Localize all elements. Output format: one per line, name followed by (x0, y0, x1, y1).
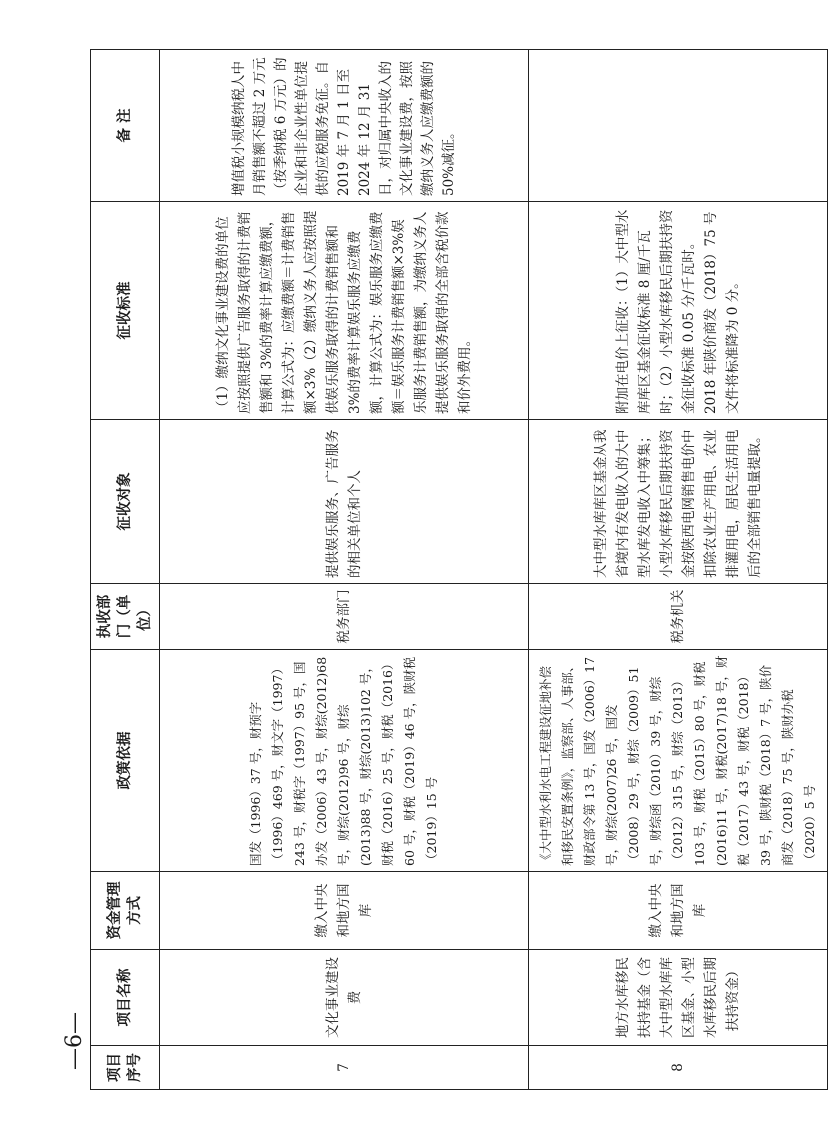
row-name: 地方水库移民扶持基金（含大中型水库库区基金、小型水库移民后期扶持资金） (529, 950, 828, 1046)
page-number (60, 1001, 90, 1081)
table-row (160, 50, 529, 1090)
row-seq: 8 (529, 1046, 828, 1090)
row-note: 增值税小规模纳税人中月销售额不超过 2 万元（按季纳税 6 万元）的企业和非企业性单位提供的应税服务免征。自 2019 年 7 月 1 日至 2024 年 12 月 31 日，对归属中央收入的文化事业建设费，按照缴纳义务人应缴费额的 50%减征。 (160, 50, 529, 202)
header-name: 项目名称 (91, 950, 160, 1046)
fee-table (90, 49, 828, 1090)
row-target: 提供娱乐服务、广告服务的相关单位和个人 (160, 420, 529, 584)
table-header-row (91, 50, 160, 1090)
row-standard: （1）缴纳文化事业建设费的单位应按照提供广告服务取得的计费销售额和 3%的费率计算应缴费额，计算公式为：应缴费额＝计费销售额×3%（2）缴纳义务人应按照提供娱乐服务取得的计费销售额和 3%的费率计算娱乐服务应缴费额，计算公式为：娱乐服务应缴费额＝娱乐服务计费销售额×3%娱乐服务计费销售额，为缴纳义务人提供娱乐服务取得的全部含税价款和价外费用。 (160, 202, 529, 420)
row-basis: 《大中型水利水电工程建设征地补偿和移民安置条例》，监察部、人事部、财政部令第 13 号，国发（2006）17 号，财综(2007)26 号，国发（2008）29 号，财综（2009）51 号，财综函（2010）39 号，财综（2012）315 号，财综（2013）103 号，财税（2015）80 号，财税(2016)11 号，财税(2017)18 号，财税（2017）43 号，财税（2018）39 号，陕财税（2018）7 号，陕价商发（2018）75 号，陕财办税（2020）5 号 (529, 650, 828, 872)
row-dept: 税务机关 (529, 584, 828, 650)
header-target: 征收对象 (91, 420, 160, 584)
row-note (529, 50, 828, 202)
rotated-table-sheet (90, 50, 817, 1090)
page-number-text: —6— (62, 1012, 87, 1070)
header-note: 备 注 (91, 50, 160, 202)
row-basis: 国发（1996）37 号，财预字（1996）469 号，财文字（1997）243 号，财税字（1997）95 号，国办发（2006）43 号，财综(2012)68 号，财综(2012)96 号，财综(2013)88 号，财综(2013)102 号，财税（2016）25 号，财税（2016）60 号，财税（2019）46 号，陕财税（2019）15 号 (160, 650, 529, 872)
row-seq: 7 (160, 1046, 529, 1090)
row-mgmt: 缴入中央和地方国库 (160, 872, 529, 950)
header-dept: 执收部门（单位） (91, 584, 160, 650)
row-standard: 附加在电价上征收：（1）大中型水库库区基金征收标准 8 厘/千瓦时；（2）小型水库移民后期扶持资金征收标准 0.05 分/千瓦时。2018 年陕价商发（2018）75 号文件将标准降为 0 分。 (529, 202, 828, 420)
row-name: 文化事业建设费 (160, 950, 529, 1046)
table-row (529, 50, 828, 1090)
header-seq: 项目序号 (91, 1046, 160, 1090)
row-mgmt: 缴入中央和地方国库 (529, 872, 828, 950)
row-target: 大中型水库库区基金从我省境内有发电收入的大中型水库发电收入中筹集；小型水库移民后期扶持资金按陕西电网销售电价中扣除农业生产用电、农业排灌用电，居民生活用电后的全部销售电量提取。 (529, 420, 828, 584)
header-basis: 政策依据 (91, 650, 160, 872)
row-dept: 税务部门 (160, 584, 529, 650)
header-mgmt: 资金管理方式 (91, 872, 160, 950)
header-standard: 征收标准 (91, 202, 160, 420)
